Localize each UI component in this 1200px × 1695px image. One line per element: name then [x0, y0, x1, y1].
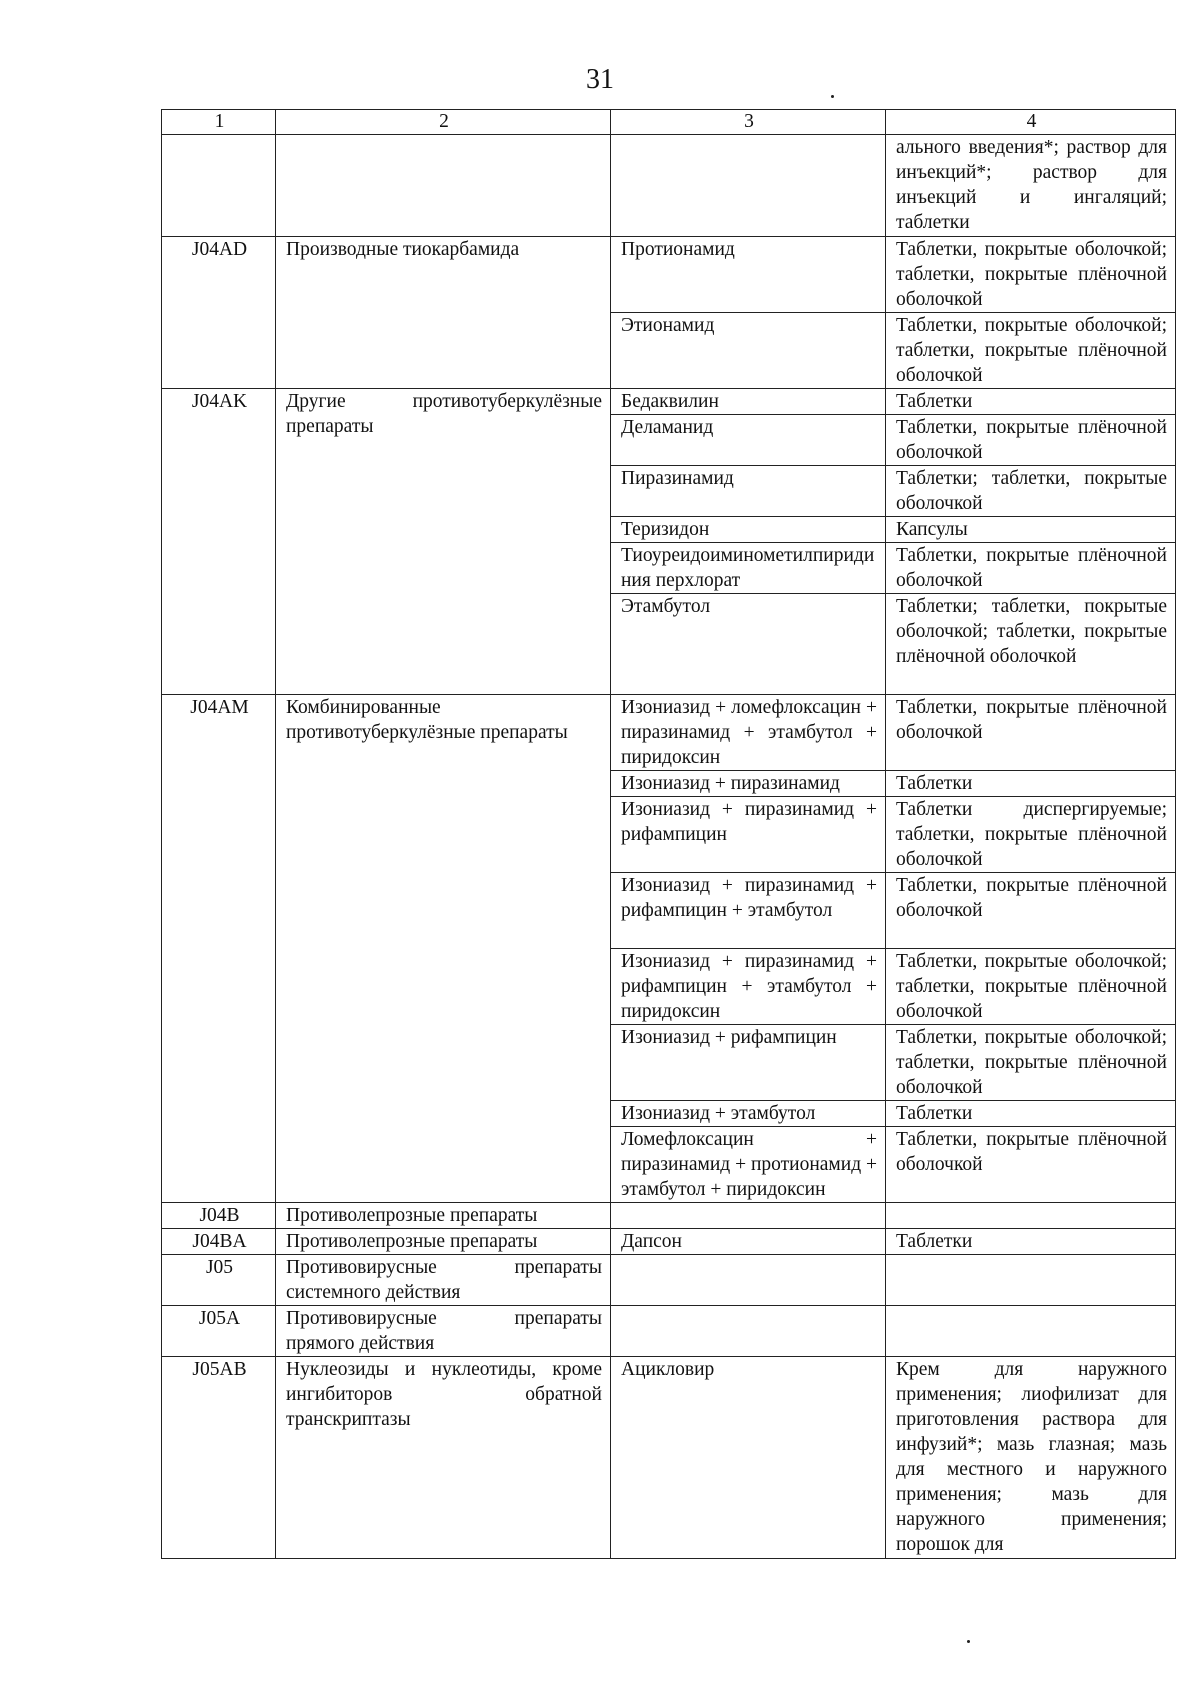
dosage-form-cell: Таблетки: [886, 1101, 1176, 1127]
dosage-form-cell: Таблетки, покрытые оболочкой; таблетки, покрытые плёночной оболочкой: [886, 1025, 1176, 1101]
drug-name-cell: Теризидон: [611, 517, 886, 543]
group-name-cell: Противовирусные препараты прямого действия: [276, 1306, 611, 1357]
drug-name-cell: Изониазид + пиразинамид + рифампицин: [611, 797, 886, 873]
dosage-form-cell: [886, 1306, 1176, 1357]
column-header: 4: [886, 110, 1176, 135]
scan-speck: [831, 95, 834, 98]
column-header: 1: [162, 110, 276, 135]
dosage-form-cell: Таблетки диспергируемые; таблетки, покрытые плёночной оболочкой: [886, 797, 1176, 873]
dosage-form-cell: Таблетки, покрытые оболочкой; таблетки, покрытые плёночной оболочкой: [886, 949, 1176, 1025]
group-name-cell: Противолепрозные препараты: [276, 1229, 611, 1255]
table-row: [162, 695, 1176, 771]
dosage-form-cell: Таблетки, покрытые плёночной оболочкой: [886, 695, 1176, 771]
atc-code-cell: J05A: [162, 1306, 276, 1357]
column-header: 3: [611, 110, 886, 135]
page-number: 31: [586, 64, 614, 95]
drug-name-cell: Изониазид + ломефлоксацин + пиразинамид + этамбутол + пиридоксин: [611, 695, 886, 771]
dosage-form-cell: Таблетки, покрытые оболочкой; таблетки, покрытые плёночной оболочкой: [886, 237, 1176, 313]
table-row: [162, 237, 1176, 313]
atc-code-cell: [162, 135, 276, 237]
drug-name-cell: Деламанид: [611, 415, 886, 466]
atc-code-cell: J04AM: [162, 695, 276, 1203]
dosage-form-cell: Таблетки: [886, 771, 1176, 797]
atc-code-cell: J05AB: [162, 1357, 276, 1559]
drug-name-cell: [611, 135, 886, 237]
medication-table: [161, 109, 1176, 1559]
group-name-cell: Другие противотуберкулёзные препараты: [276, 389, 611, 695]
drug-name-cell: Изониазид + пиразинамид + рифампицин + этамбутол + пиридоксин: [611, 949, 886, 1025]
column-header: 2: [276, 110, 611, 135]
group-name-cell: Противовирусные препараты системного действия: [276, 1255, 611, 1306]
table-row: [162, 135, 1176, 237]
table-row: [162, 1255, 1176, 1306]
group-name-cell: Производные тиокарбамида: [276, 237, 611, 389]
atc-code-cell: J04AK: [162, 389, 276, 695]
drug-name-cell: Пиразинамид: [611, 466, 886, 517]
group-name-cell: Комбинированные противотуберкулёзные препараты: [276, 695, 611, 1203]
dosage-form-cell: Таблетки, покрытые плёночной оболочкой: [886, 873, 1176, 949]
drug-name-cell: Изониазид + рифампицин: [611, 1025, 886, 1101]
drug-name-cell: [611, 1255, 886, 1306]
drug-name-cell: Ломефлоксацин + пиразинамид + протионамид + этамбутол + пиридоксин: [611, 1127, 886, 1203]
table-row: [162, 1357, 1176, 1559]
drug-name-cell: Изониазид + пиразинамид + рифампицин + этамбутол: [611, 873, 886, 949]
dosage-form-cell: Таблетки: [886, 389, 1176, 415]
dosage-form-cell: Таблетки; таблетки, покрытые оболочкой; таблетки, покрытые плёночной оболочкой: [886, 594, 1176, 695]
scan-speck: [967, 1640, 970, 1643]
drug-name-cell: Ацикловир: [611, 1357, 886, 1559]
drug-name-cell: Изониазид + пиразинамид: [611, 771, 886, 797]
atc-code-cell: J04BA: [162, 1229, 276, 1255]
drug-name-cell: Дапсон: [611, 1229, 886, 1255]
table-header-row: [162, 110, 1176, 135]
drug-name-cell: [611, 1203, 886, 1229]
group-name-cell: Нуклеозиды и нуклеотиды, кроме ингибиторов обратной транскриптазы: [276, 1357, 611, 1559]
table-row: [162, 389, 1176, 415]
atc-code-cell: J04B: [162, 1203, 276, 1229]
dosage-form-cell: Крем для наружного применения; лиофилизат для приготовления раствора для инфузий*; мазь глазная; мазь для местного и наружного применения; мазь для наружного применения; порошок для: [886, 1357, 1176, 1559]
dosage-form-cell: [886, 1203, 1176, 1229]
dosage-form-cell: [886, 1255, 1176, 1306]
group-name-cell: [276, 135, 611, 237]
drug-name-cell: Протионамид: [611, 237, 886, 313]
dosage-form-cell: Таблетки, покрытые плёночной оболочкой: [886, 1127, 1176, 1203]
drug-name-cell: Изониазид + этамбутол: [611, 1101, 886, 1127]
atc-code-cell: J05: [162, 1255, 276, 1306]
dosage-form-cell: Таблетки, покрытые плёночной оболочкой: [886, 415, 1176, 466]
table-row: [162, 1306, 1176, 1357]
dosage-form-cell: Таблетки, покрытые оболочкой; таблетки, покрытые плёночной оболочкой: [886, 313, 1176, 389]
dosage-form-cell: Таблетки; таблетки, покрытые оболочкой: [886, 466, 1176, 517]
dosage-form-cell: Капсулы: [886, 517, 1176, 543]
table-row: [162, 1229, 1176, 1255]
drug-name-cell: [611, 1306, 886, 1357]
group-name-cell: Противолепрозные препараты: [276, 1203, 611, 1229]
drug-name-cell: Этамбутол: [611, 594, 886, 695]
dosage-form-cell: Таблетки, покрытые плёночной оболочкой: [886, 543, 1176, 594]
drug-name-cell: Тиоуреидоиминометилпиридиния перхлорат: [611, 543, 886, 594]
dosage-form-cell: ального введения*; раствор для инъекций*; раствор для инъекций и ингаляций; таблетки: [886, 135, 1176, 237]
drug-name-cell: Бедаквилин: [611, 389, 886, 415]
dosage-form-cell: Таблетки: [886, 1229, 1176, 1255]
table-row: [162, 1203, 1176, 1229]
atc-code-cell: J04AD: [162, 237, 276, 389]
drug-name-cell: Этионамид: [611, 313, 886, 389]
